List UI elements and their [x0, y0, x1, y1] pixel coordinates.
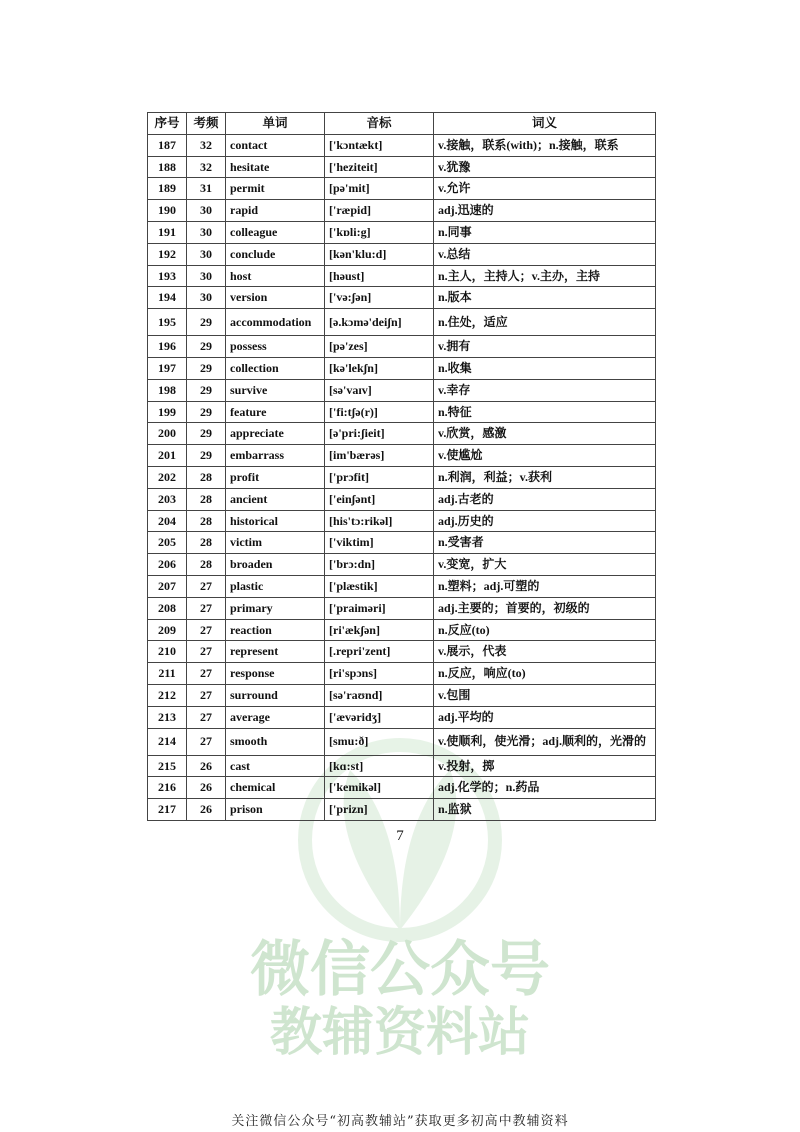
cell-meaning: v.使尴尬: [434, 445, 656, 467]
cell-frequency: 30: [187, 200, 226, 222]
table-row: [148, 619, 656, 641]
cell-phonetic: [ə.kɔmə'deiʃn]: [325, 309, 434, 336]
cell-phonetic: ['viktim]: [325, 532, 434, 554]
cell-meaning: v.拥有: [434, 336, 656, 358]
cell-index: 192: [148, 243, 187, 265]
table-row: [148, 221, 656, 243]
cell-phonetic: ['kɒli:g]: [325, 221, 434, 243]
cell-phonetic: [ri'spɔns]: [325, 663, 434, 685]
cell-word: represent: [226, 641, 325, 663]
table-row: [148, 554, 656, 576]
cell-phonetic: [pə'zes]: [325, 336, 434, 358]
cell-phonetic: [pə'mit]: [325, 178, 434, 200]
table-row: [148, 706, 656, 728]
table-row: [148, 777, 656, 799]
page-number: 7: [396, 828, 404, 844]
cell-meaning: adj.古老的: [434, 488, 656, 510]
cell-index: 211: [148, 663, 187, 685]
header-meaning: 词义: [434, 113, 656, 135]
cell-frequency: 30: [187, 287, 226, 309]
cell-index: 203: [148, 488, 187, 510]
table-row: [148, 156, 656, 178]
table-row: [148, 357, 656, 379]
cell-frequency: 31: [187, 178, 226, 200]
cell-word: chemical: [226, 777, 325, 799]
cell-frequency: 27: [187, 706, 226, 728]
cell-index: 208: [148, 597, 187, 619]
cell-word: historical: [226, 510, 325, 532]
table-row: [148, 641, 656, 663]
cell-meaning: v.变宽，扩大: [434, 554, 656, 576]
cell-frequency: 27: [187, 575, 226, 597]
cell-phonetic: [his'tɔ:rikəl]: [325, 510, 434, 532]
cell-meaning: v.接触，联系(with)；n.接触，联系: [434, 134, 656, 156]
cell-meaning: n.利润，利益；v.获利: [434, 466, 656, 488]
cell-meaning: v.投射，掷: [434, 755, 656, 777]
cell-index: 187: [148, 134, 187, 156]
table-row: [148, 663, 656, 685]
table-row: [148, 200, 656, 222]
cell-meaning: v.展示，代表: [434, 641, 656, 663]
cell-index: 188: [148, 156, 187, 178]
cell-phonetic: [sə'raʊnd]: [325, 684, 434, 706]
table-row: [148, 178, 656, 200]
cell-frequency: 29: [187, 401, 226, 423]
cell-word: colleague: [226, 221, 325, 243]
cell-index: 199: [148, 401, 187, 423]
cell-word: survive: [226, 379, 325, 401]
table-row: [148, 597, 656, 619]
cell-phonetic: [kən'klu:d]: [325, 243, 434, 265]
cell-word: response: [226, 663, 325, 685]
cell-index: 194: [148, 287, 187, 309]
cell-meaning: v.幸存: [434, 379, 656, 401]
table-row: [148, 684, 656, 706]
cell-phonetic: [kɑ:st]: [325, 755, 434, 777]
table-row: [148, 423, 656, 445]
cell-index: 191: [148, 221, 187, 243]
cell-word: permit: [226, 178, 325, 200]
cell-phonetic: [smu:ð]: [325, 728, 434, 755]
cell-meaning: adj.主要的；首要的，初级的: [434, 597, 656, 619]
table-row: [148, 575, 656, 597]
cell-frequency: 26: [187, 799, 226, 821]
cell-index: 204: [148, 510, 187, 532]
cell-index: 196: [148, 336, 187, 358]
cell-meaning: v.犹豫: [434, 156, 656, 178]
cell-phonetic: [həust]: [325, 265, 434, 287]
table-row: [148, 379, 656, 401]
header-index: 序号: [148, 113, 187, 135]
cell-frequency: 28: [187, 554, 226, 576]
cell-index: 213: [148, 706, 187, 728]
cell-meaning: v.欣赏，感激: [434, 423, 656, 445]
cell-frequency: 32: [187, 156, 226, 178]
cell-word: hesitate: [226, 156, 325, 178]
cell-word: cast: [226, 755, 325, 777]
cell-frequency: 28: [187, 466, 226, 488]
cell-meaning: n.受害者: [434, 532, 656, 554]
cell-word: host: [226, 265, 325, 287]
cell-phonetic: [sə'vaɪv]: [325, 379, 434, 401]
cell-index: 214: [148, 728, 187, 755]
cell-meaning: n.主人，主持人；v.主办，主持: [434, 265, 656, 287]
cell-frequency: 26: [187, 755, 226, 777]
cell-index: 201: [148, 445, 187, 467]
cell-index: 195: [148, 309, 187, 336]
cell-frequency: 30: [187, 221, 226, 243]
cell-frequency: 28: [187, 532, 226, 554]
cell-word: feature: [226, 401, 325, 423]
cell-meaning: n.住处，适应: [434, 309, 656, 336]
cell-frequency: 29: [187, 445, 226, 467]
table-row: [148, 488, 656, 510]
table-row: [148, 728, 656, 755]
cell-word: plastic: [226, 575, 325, 597]
header-word: 单词: [226, 113, 325, 135]
cell-meaning: n.同事: [434, 221, 656, 243]
cell-index: 202: [148, 466, 187, 488]
cell-phonetic: ['prɔfit]: [325, 466, 434, 488]
cell-word: victim: [226, 532, 325, 554]
cell-index: 212: [148, 684, 187, 706]
cell-frequency: 27: [187, 684, 226, 706]
cell-index: 197: [148, 357, 187, 379]
cell-frequency: 27: [187, 728, 226, 755]
cell-meaning: n.监狱: [434, 799, 656, 821]
table-row: [148, 309, 656, 336]
watermark-line2: 教辅资料站: [269, 1003, 531, 1063]
cell-frequency: 30: [187, 243, 226, 265]
cell-word: accommodation: [226, 309, 325, 336]
cell-meaning: n.特征: [434, 401, 656, 423]
cell-phonetic: ['ævəridʒ]: [325, 706, 434, 728]
cell-index: 209: [148, 619, 187, 641]
cell-meaning: adj.平均的: [434, 706, 656, 728]
cell-frequency: 29: [187, 336, 226, 358]
cell-phonetic: ['heziteit]: [325, 156, 434, 178]
cell-phonetic: ['kemikəl]: [325, 777, 434, 799]
table-row: [148, 510, 656, 532]
cell-phonetic: [kə'lekʃn]: [325, 357, 434, 379]
cell-word: profit: [226, 466, 325, 488]
cell-word: surround: [226, 684, 325, 706]
cell-word: version: [226, 287, 325, 309]
cell-phonetic: ['prizn]: [325, 799, 434, 821]
cell-index: 193: [148, 265, 187, 287]
cell-phonetic: ['plæstik]: [325, 575, 434, 597]
header-phonetic: 音标: [325, 113, 434, 135]
cell-frequency: 29: [187, 379, 226, 401]
cell-word: reaction: [226, 619, 325, 641]
cell-frequency: 28: [187, 488, 226, 510]
table-row: [148, 134, 656, 156]
footer-note: 关注微信公众号“初高教辅站”获取更多初高中教辅资料: [231, 1114, 569, 1129]
cell-frequency: 27: [187, 641, 226, 663]
cell-index: 217: [148, 799, 187, 821]
cell-word: rapid: [226, 200, 325, 222]
cell-phonetic: [.repri'zent]: [325, 641, 434, 663]
cell-meaning: n.反应，响应(to): [434, 663, 656, 685]
cell-index: 190: [148, 200, 187, 222]
table-row: [148, 445, 656, 467]
cell-meaning: v.包围: [434, 684, 656, 706]
cell-phonetic: ['einʃənt]: [325, 488, 434, 510]
cell-frequency: 27: [187, 619, 226, 641]
cell-meaning: v.总结: [434, 243, 656, 265]
cell-index: 198: [148, 379, 187, 401]
table-row: [148, 401, 656, 423]
cell-frequency: 29: [187, 357, 226, 379]
cell-frequency: 29: [187, 423, 226, 445]
cell-phonetic: ['brɔ:dn]: [325, 554, 434, 576]
cell-meaning: v.使顺利，使光滑；adj.顺利的，光滑的: [434, 728, 656, 755]
cell-index: 207: [148, 575, 187, 597]
cell-phonetic: ['fi:tʃə(r)]: [325, 401, 434, 423]
cell-word: average: [226, 706, 325, 728]
cell-index: 205: [148, 532, 187, 554]
cell-frequency: 29: [187, 309, 226, 336]
watermark-line1: 微信公众号: [250, 935, 550, 1005]
cell-phonetic: ['praiməri]: [325, 597, 434, 619]
cell-meaning: adj.迅速的: [434, 200, 656, 222]
header-frequency: 考频: [187, 113, 226, 135]
cell-word: collection: [226, 357, 325, 379]
cell-word: primary: [226, 597, 325, 619]
cell-meaning: adj.化学的；n.药品: [434, 777, 656, 799]
cell-frequency: 32: [187, 134, 226, 156]
table-row: [148, 265, 656, 287]
cell-word: smooth: [226, 728, 325, 755]
cell-phonetic: ['ræpid]: [325, 200, 434, 222]
cell-phonetic: [im'bærəs]: [325, 445, 434, 467]
cell-phonetic: [ri'ækʃən]: [325, 619, 434, 641]
cell-index: 216: [148, 777, 187, 799]
cell-word: appreciate: [226, 423, 325, 445]
cell-frequency: 27: [187, 663, 226, 685]
cell-index: 200: [148, 423, 187, 445]
cell-word: embarrass: [226, 445, 325, 467]
table-row: [148, 799, 656, 821]
cell-word: possess: [226, 336, 325, 358]
cell-meaning: adj.历史的: [434, 510, 656, 532]
cell-phonetic: ['və:ʃən]: [325, 287, 434, 309]
cell-frequency: 26: [187, 777, 226, 799]
cell-phonetic: [ə'pri:ʃieit]: [325, 423, 434, 445]
cell-meaning: n.塑料；adj.可塑的: [434, 575, 656, 597]
cell-phonetic: ['kɔntækt]: [325, 134, 434, 156]
cell-frequency: 28: [187, 510, 226, 532]
table-row: [148, 532, 656, 554]
cell-meaning: n.版本: [434, 287, 656, 309]
cell-index: 206: [148, 554, 187, 576]
cell-meaning: v.允许: [434, 178, 656, 200]
table-row: [148, 466, 656, 488]
cell-word: prison: [226, 799, 325, 821]
cell-index: 189: [148, 178, 187, 200]
cell-meaning: n.收集: [434, 357, 656, 379]
cell-frequency: 30: [187, 265, 226, 287]
table-row: [148, 287, 656, 309]
table-header-row: [148, 113, 656, 135]
cell-frequency: 27: [187, 597, 226, 619]
table-row: [148, 336, 656, 358]
cell-word: conclude: [226, 243, 325, 265]
vocabulary-table: [147, 112, 656, 821]
cell-word: contact: [226, 134, 325, 156]
cell-meaning: n.反应(to): [434, 619, 656, 641]
table-row: [148, 755, 656, 777]
cell-word: ancient: [226, 488, 325, 510]
cell-index: 215: [148, 755, 187, 777]
cell-index: 210: [148, 641, 187, 663]
cell-word: broaden: [226, 554, 325, 576]
table-row: [148, 243, 656, 265]
